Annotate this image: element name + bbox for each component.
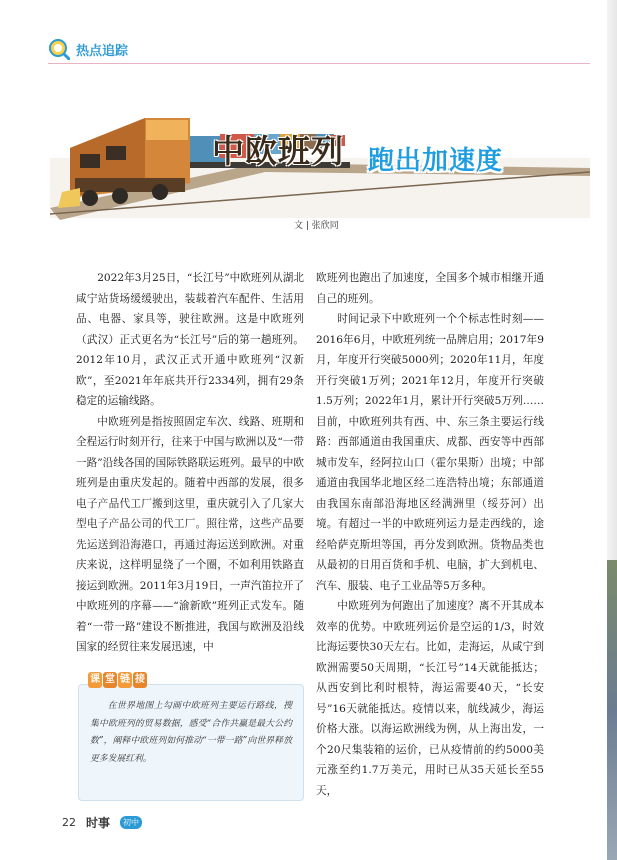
edition-badge: 初中 (120, 816, 142, 829)
paragraph: 2022年3月25日，“长江号”中欧班列从湖北咸宁站货场缓缓驶出，装载着汽车配件、生活用品、电器、家具等，驶往欧洲。这是中欧班列（武汉）正式更名为“长江号”后的第一趟班列。2012年10月，武汉正式开通中欧班列“汉新欧”，至2021年年底共开行2334列，拥有29条稳定的运输线路。 (76, 272, 304, 407)
badge-char: 堂 (103, 672, 117, 688)
article-column-right (316, 268, 544, 801)
section-tag (48, 38, 128, 60)
class-link-badge (88, 672, 147, 688)
article-title: 中欧班列 (212, 132, 345, 170)
paragraph: 欧班列也跑出了加速度，全国多个城市相继开通自己的班列。 (316, 272, 544, 305)
article-column-left (76, 268, 304, 658)
class-link-text: 在世界地图上勾画中欧班列主要运行路线，搜集中欧班列的贸易数据，感受“合作共赢是最大公约数”，阐释中欧班列如何推动“一带一路”向世界释放更多发展红利。 (90, 701, 292, 764)
page-number: 22 (62, 816, 76, 829)
badge-char: 接 (133, 672, 147, 688)
page-footer (62, 814, 142, 831)
header-divider (48, 63, 590, 64)
magnifier-icon (48, 38, 70, 60)
adjacent-page-photo (607, 560, 617, 860)
badge-char: 链 (118, 672, 132, 688)
article-subtitle: 跑出加速度 (368, 146, 504, 176)
section-label: 热点追踪 (76, 43, 129, 59)
byline: 文 | 张欣同 (294, 221, 339, 231)
paragraph: 时间记录下中欧班列一个个标志性时刻——2016年6月，中欧班列统一品牌启用；2017年9月，年度开行突破5000列；2020年11月，年度开行突破1万列；2021年12月，年度开行突破1.5万列；2022年1月，累计开行突破5万列……目前，中欧班列共有西、中、东三条主要运行线路：西部通道由我国重庆、成都、西安等中西部城市发车，经阿拉山口（霍尔果斯）出境；中部通道由我国华北地区经二连浩特出境；东部通道由我国东南部沿海地区经满洲里（绥芬河）出境。有超过一半的中欧班列运力是走西线的，途经哈萨克斯坦等国，再分发到欧洲。货物品类也从最初的日用百货和手机、电脑，扩大到机电、汽车、服装、电子工业品等5万多种。 (316, 313, 544, 592)
paragraph: 中欧班列为何跑出了加速度？离不开其成本效率的优势。中欧班列运价是空运的1/3，时效比海运要快30天左右。比如，走海运，从咸宁到欧洲需要50天周期，“长江号”14天就能抵达；从西安到比利时根特，海运需要40天，“长安号”16天就能抵达。疫情以来，航线减少，海运价格大涨。以海运欧洲线为例，从上海出发，一个20尺集装箱的运价，已从疫情前的约5000美元涨至约1.7万美元，用时已从35天延长至55天， (316, 600, 544, 797)
badge-char: 课 (88, 672, 102, 688)
paragraph: 中欧班列是指按照固定车次、线路、班期和全程运行时刻开行，往来于中国与欧洲以及“一带一路”沿线各国的国际铁路联运班列。最早的中欧班列是由重庆发起的。随着中西部的发展，很多电子产品代工厂搬到这里，重庆就引入了几家大型电子产品公司的代工厂。照往常，这些产品要先运送到沿海港口，再通过海运送到欧洲。对重庆来说，这样明显绕了一个圈，不如利用铁路直接运到欧洲。2011年3月19日，一声汽笛拉开了中欧班列的序幕——“渝新欧”班列正式发车。随着“一带一路”建设不断推进，我国与欧洲及沿线国家的经贸往来发展迅速，中 (76, 415, 304, 653)
magazine-name: 时事 (86, 816, 111, 830)
